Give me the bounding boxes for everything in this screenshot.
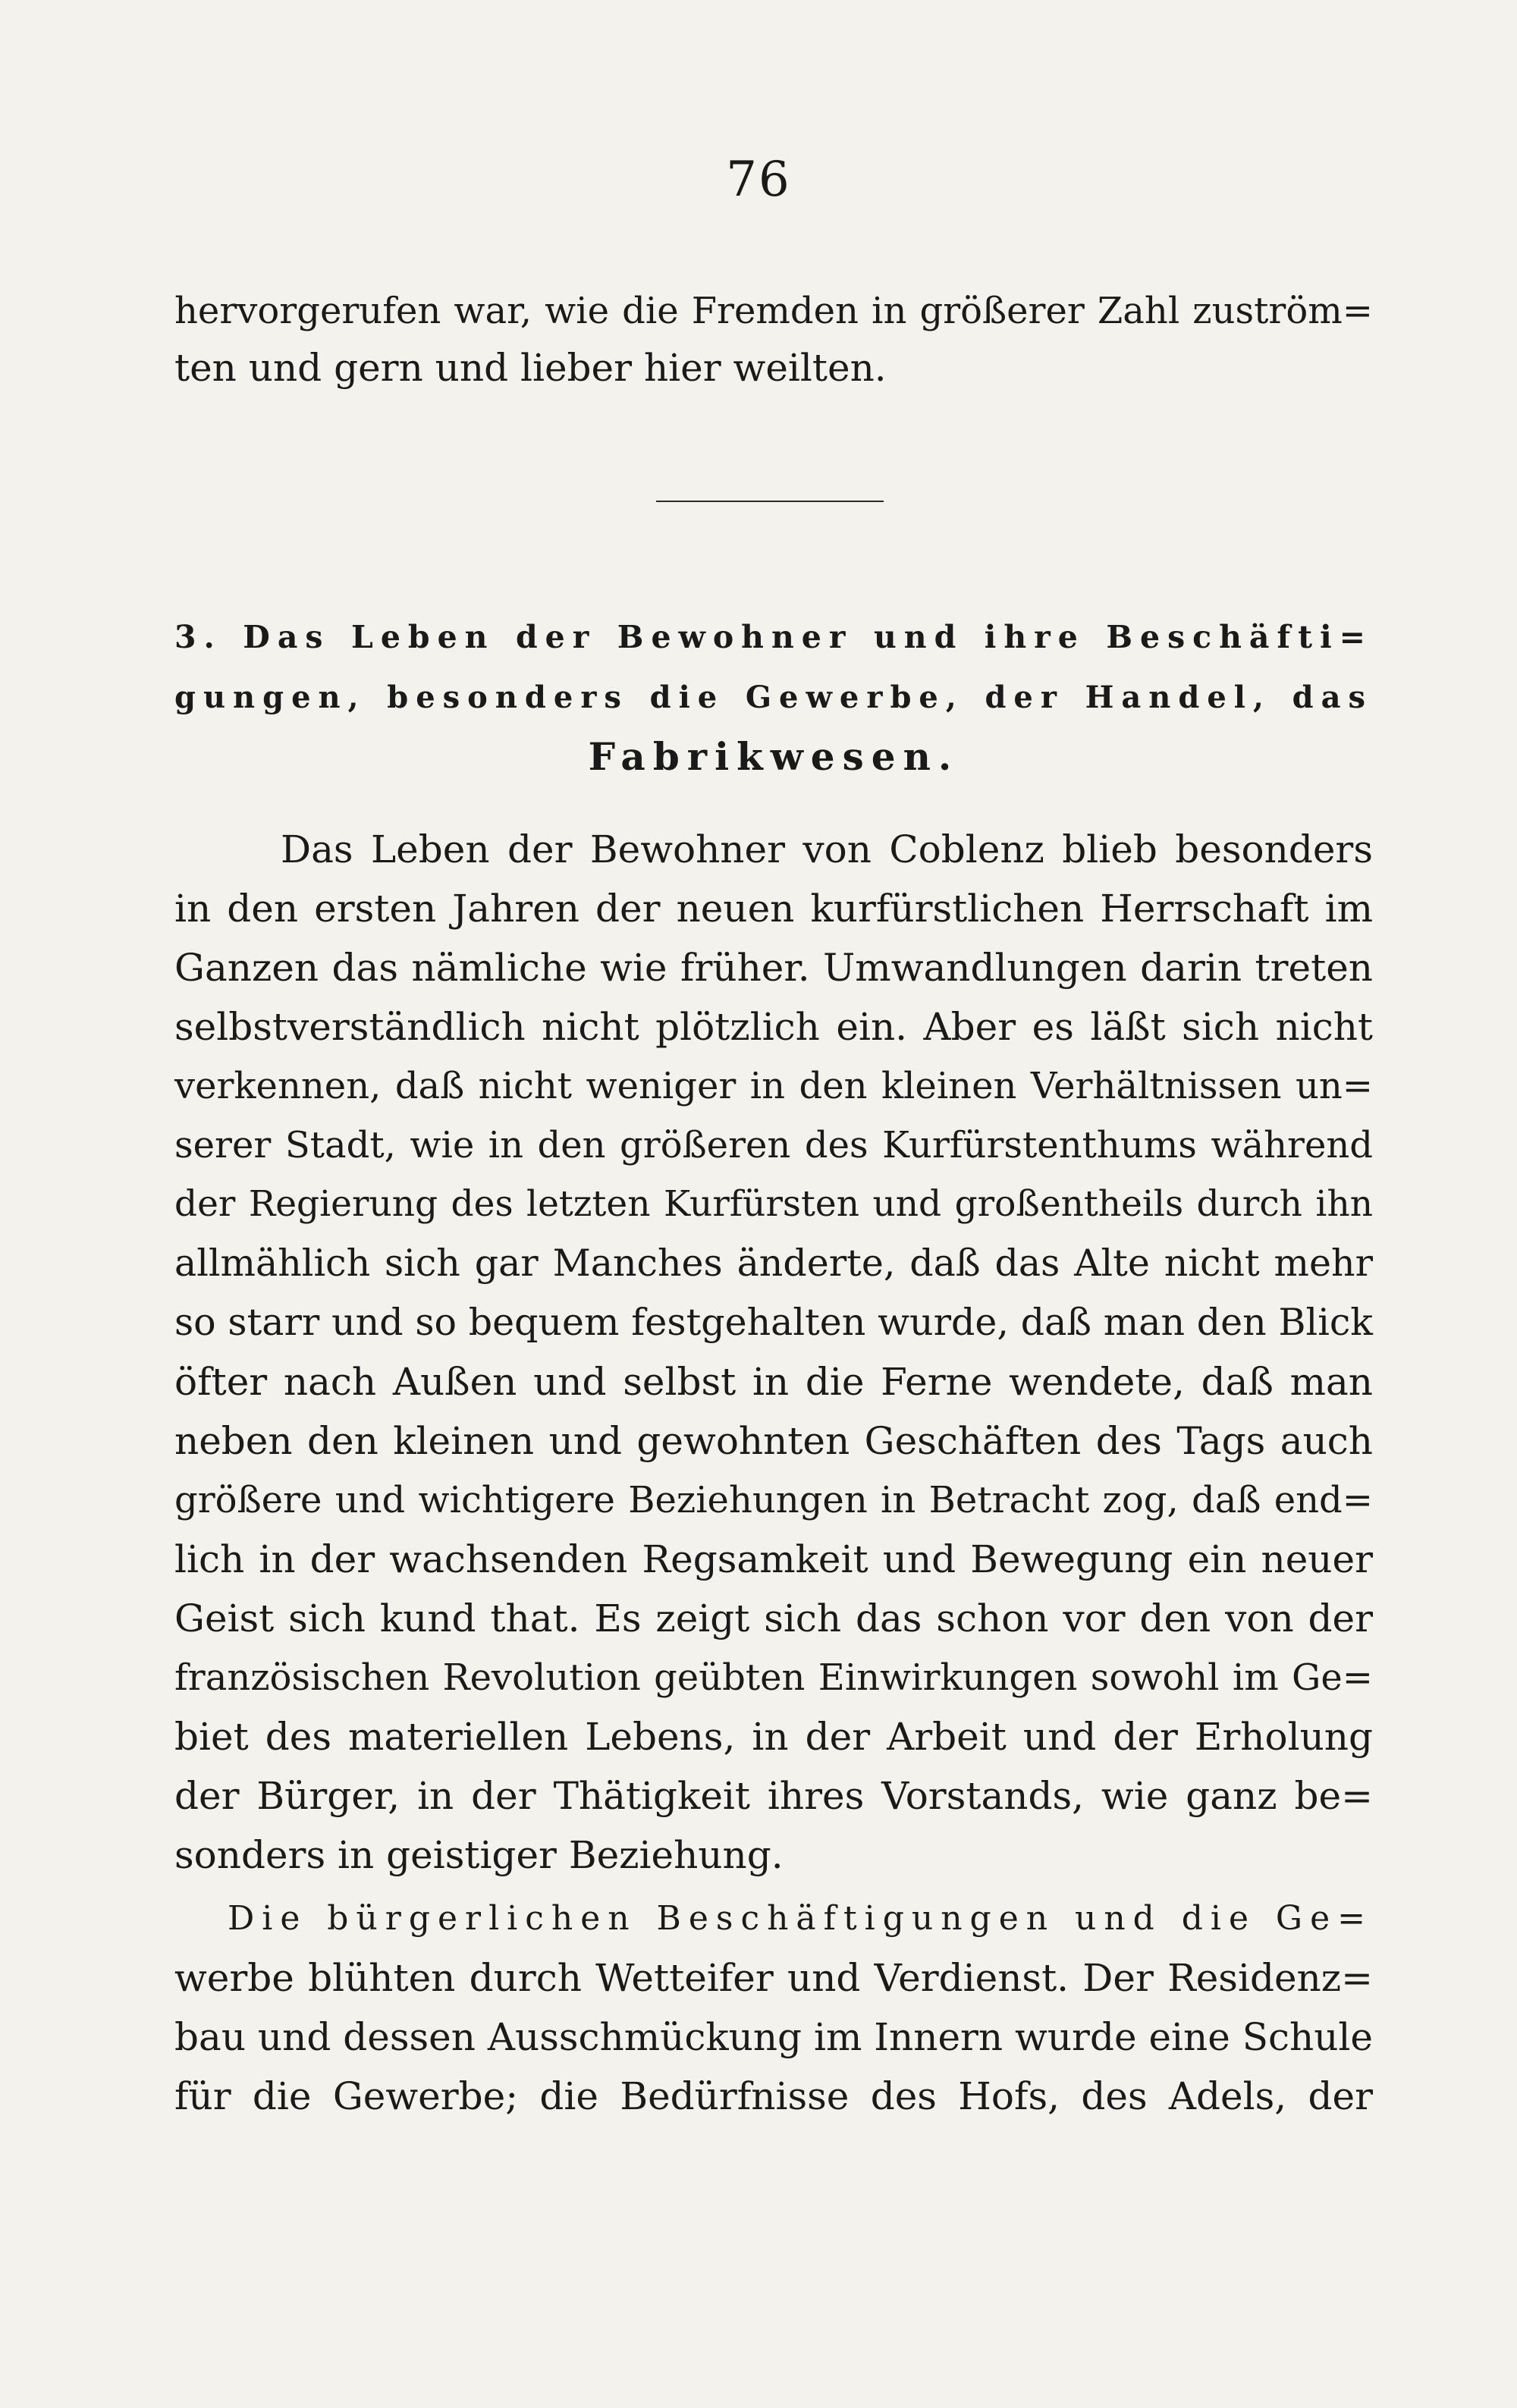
text-line: Die bürgerlichen Beschäftigungen und die Ge=: [228, 1899, 1373, 1938]
text-line: ten und gern und lieber hier weilten.: [174, 346, 887, 390]
heading-line: 3. Das Leben der Bewohner und ihre Beschäfti=: [174, 619, 1373, 655]
text-line: Ganzen das nämliche wie früher. Umwandlungen darin treten: [174, 946, 1373, 990]
text-line: biet des materiellen Lebens, in der Arbeit und der Erholung: [174, 1715, 1373, 1759]
text-line: so starr und so bequem festgehalten wurde, daß man den Blick: [174, 1301, 1373, 1344]
text-line: französischen Revolution geübten Einwirkungen sowohl im Ge=: [174, 1656, 1373, 1699]
text-line: selbstverständlich nicht plötzlich ein. Aber es läßt sich nicht: [174, 1005, 1373, 1049]
text-line: Geist sich kund that. Es zeigt sich das schon vor den von der: [174, 1596, 1373, 1640]
text-line: der Bürger, in der Thätigkeit ihres Vorstands, wie ganz be=: [174, 1774, 1373, 1818]
text-line: in den ersten Jahren der neuen kurfürstlichen Herrschaft im: [174, 887, 1373, 931]
text-line: sonders in geistiger Beziehung.: [174, 1833, 784, 1877]
text-line: allmählich sich gar Manches änderte, daß das Alte nicht mehr: [174, 1242, 1373, 1285]
text-line: Das Leben der Bewohner von Coblenz blieb besonders: [281, 827, 1373, 871]
text-line: serer Stadt, wie in den größeren des Kurfürstenthums während: [174, 1124, 1373, 1166]
text-line: werbe blühten durch Wetteifer und Verdienst. Der Residenz=: [174, 1956, 1373, 2000]
section-divider: [656, 501, 884, 502]
text-line: neben den kleinen und gewohnten Geschäften des Tags auch: [174, 1419, 1373, 1463]
text-line: bau und dessen Ausschmückung im Innern wurde eine Schule: [174, 2015, 1373, 2059]
text-line: hervorgerufen war, wie die Fremden in größerer Zahl zuström=: [174, 290, 1373, 332]
text-line: für die Gewerbe; die Bedürfnisse des Hofs, des Adels, der: [174, 2074, 1373, 2118]
text-line: verkennen, daß nicht weniger in den kleinen Verhältnissen un=: [174, 1065, 1373, 1107]
text-line: öfter nach Außen und selbst in die Ferne wendete, daß man: [174, 1360, 1373, 1404]
page-number: 76: [726, 152, 791, 208]
text-line: größere und wichtigere Beziehungen in Betracht zog, daß end=: [174, 1479, 1373, 1521]
text-line: lich in der wachsenden Regsamkeit und Bewegung ein neuer: [174, 1537, 1373, 1581]
heading-line: gungen, besonders die Gewerbe, der Handel, das: [174, 680, 1373, 715]
text-line: der Regierung des letzten Kurfürsten und großentheils durch ihn: [174, 1183, 1373, 1225]
heading-line: Fabrikwesen.: [588, 734, 960, 779]
